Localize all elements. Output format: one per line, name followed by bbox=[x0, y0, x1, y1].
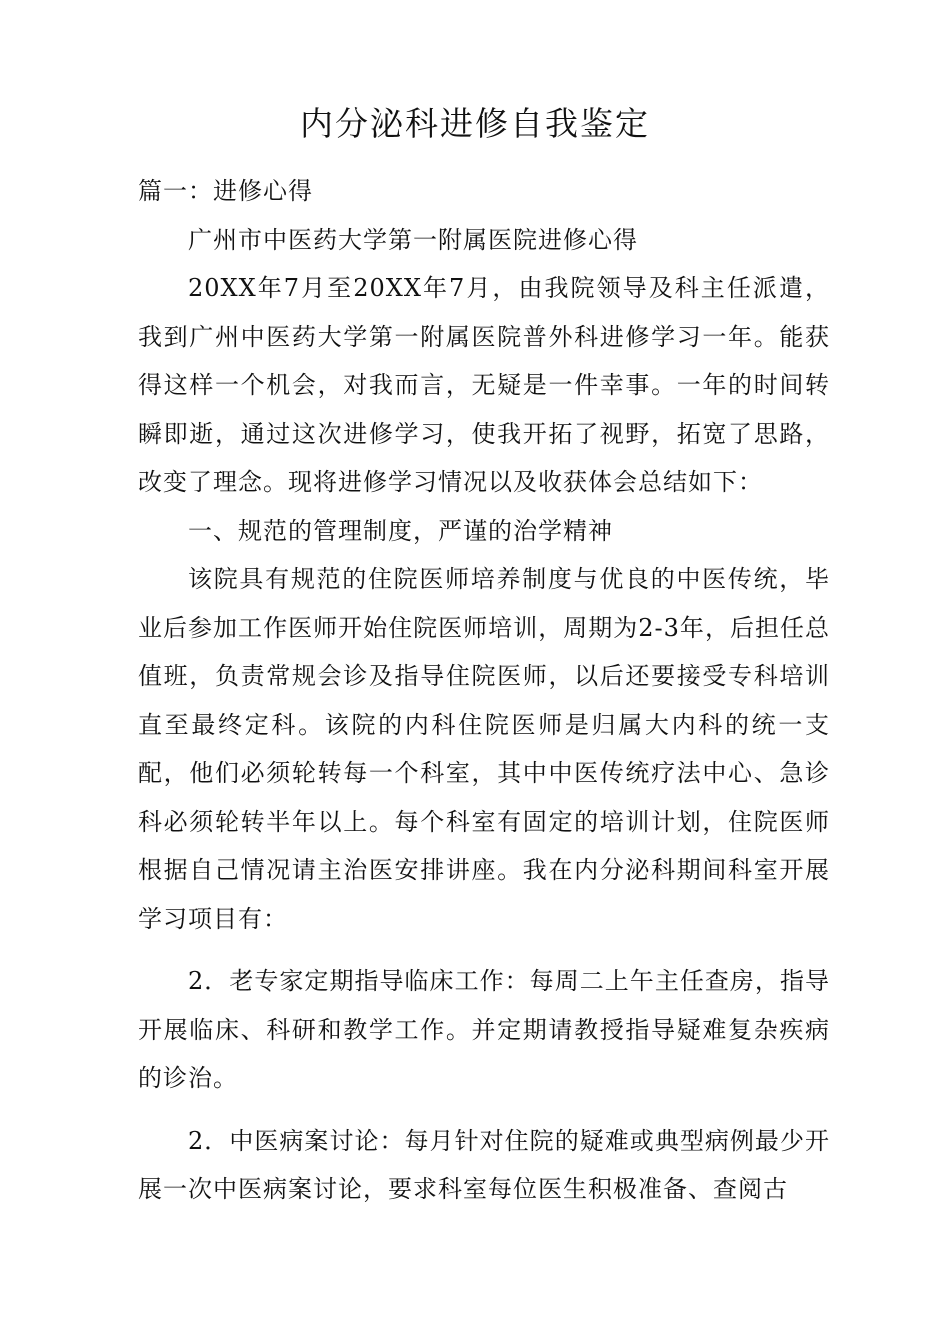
paragraph-expert-guidance: 2．老专家定期指导临床工作：每周二上午主任查房，指导开展临床、科研和教学工作。并定期请教授指导疑难复杂疾病的诊治。 bbox=[138, 967, 830, 1092]
paragraph-heading-management: 一、规范的管理制度，严谨的治学精神 bbox=[188, 516, 613, 545]
document-title: 内分泌科进修自我鉴定 bbox=[300, 104, 650, 143]
paragraph-intro: 20XX年7月至20XX年7月，由我院领导及科主任派遣，我到广州中医药大学第一附属医院普外科进修学习一年。能获得这样一个机会，对我而言，无疑是一件幸事。一年的时间转瞬即逝，通过这次进修学习，使我开拓了视野，拓宽了思路，改变了理念。现将进修学习情况以及收获体会总结如下： bbox=[138, 274, 830, 496]
document-body bbox=[138, 167, 830, 1214]
section-heading: 篇一：进修心得 bbox=[138, 177, 313, 205]
document-subtitle: 广州市中医药大学第一附属医院进修心得 bbox=[188, 225, 638, 254]
paragraph-case-discussion: 2．中医病案讨论：每月针对住院的疑难或典型病例最少开展一次中医病案讨论，要求科室每位医生积极准备、查阅古 bbox=[138, 1126, 830, 1203]
paragraph-training-system: 该院具有规范的住院医师培养制度与优良的中医传统，毕业后参加工作医师开始住院医师培训，周期为2-3年，后担任总值班，负责常规会诊及指导住院医师，以后还要接受专科培训直至最终定科。该院的内科住院医师是归属大内科的统一支配，他们必须轮转每一个科室，其中中医传统疗法中心、急诊科必须轮转半年以上。每个科室有固定的培训计划，住院医师根据自己情况请主治医安排讲座。我在内分泌科期间科室开展学习项目有： bbox=[138, 565, 830, 933]
